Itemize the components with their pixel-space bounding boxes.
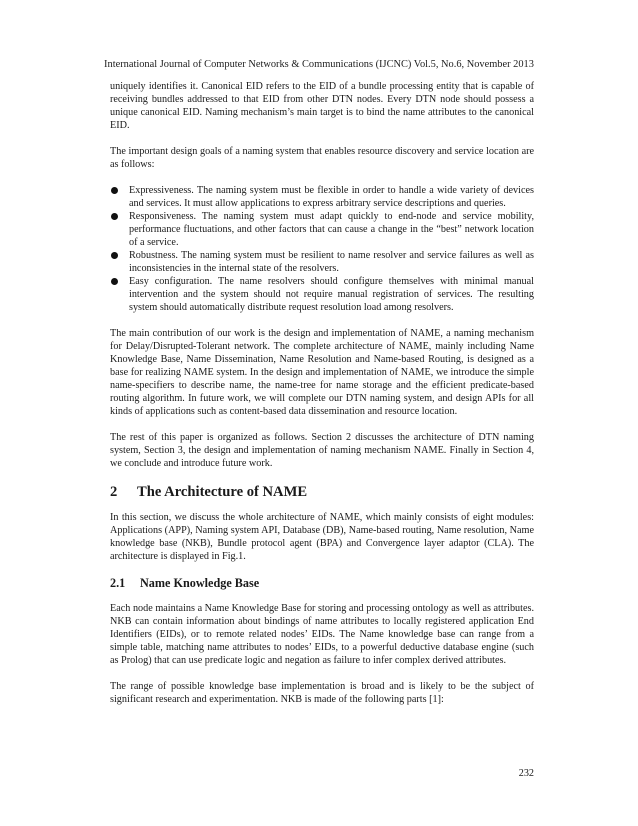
intro-paragraph-1: uniquely identifies it. Canonical EID refers to the EID of a bundle processing entity that is capable of receiving bundles addressed to that EID from other DTN nodes. Every DTN node should possess a unique canonical EID. Naming mechanism’s main target is to bind the name attributes to the canonical EID. <box>110 81 534 131</box>
running-header: International Journal of Computer Networks & Communications (IJCNC) Vol.5, No.6, November 2013 <box>104 59 534 70</box>
section-number: 2 <box>110 484 118 500</box>
section-paragraph: In this section, we discuss the whole architecture of NAME, which mainly consists of eight modules: Applications (APP), Naming system API, Database (DB), Name-based routing, Name resolution, Name knowledge base (NKB), Bundle protocol agent (BPA) and Convergence layer adaptor (CLA). The architecture is displayed in Fig.1. <box>110 512 534 562</box>
design-goals-list <box>110 184 534 314</box>
intro-paragraph-2: The important design goals of a naming system that enables resource discovery and service location are as follows: <box>110 146 534 170</box>
goal-text: Easy configuration. The name resolvers should configure themselves with minimal manual intervention and the system should not require manual registration of services. The resulting system should automatically distribute request resolution load among resolvers. <box>129 276 534 313</box>
bullet-icon <box>111 187 118 194</box>
subsection-heading <box>110 576 534 591</box>
bullet-icon <box>111 213 118 220</box>
subsection-title: Name Knowledge Base <box>140 576 260 590</box>
list-item <box>110 275 534 314</box>
goal-text: Robustness. The naming system must be resilient to name resolver and service failures as well as inconsistencies in the internal state of the resolvers. <box>129 250 534 274</box>
subsection-number: 2.1 <box>110 576 126 590</box>
intro-paragraph-4: The rest of this paper is organized as follows. Section 2 discusses the architecture of DTN naming system, Section 3, the design and implementation of naming mechanism NAME. Finally in Section 4, we conclude and introduce future work. <box>110 432 534 469</box>
page-body <box>110 80 534 719</box>
list-item <box>110 210 534 249</box>
bullet-icon <box>111 278 118 285</box>
list-item <box>110 184 534 210</box>
intro-paragraph-3: The main contribution of our work is the design and implementation of NAME, a naming mechanism for Delay/Disrupted-Tolerant network. The complete architecture of NAME, mainly including Name Knowledge Base, Name Dissemination, Name Resolution and Name-based Routing, is designed as a base for realizing NAME system. In the design and implementation of NAME, we introduce the simple name-specifiers to describe name, the name-tree for name storage and the efficient predicate-based routing algorithm. In future work, we will complete our DTN naming system, and design APIs for all kinds of applications such as content-based data dissemination and resource location. <box>110 328 534 417</box>
bullet-icon <box>111 252 118 259</box>
page-number: 232 <box>518 768 534 779</box>
goal-text: Expressiveness. The naming system must be flexible in order to handle a wide variety of devices and services. It must allow applications to express arbitrary service descriptions and queries. <box>129 185 534 209</box>
subsection-paragraph-1: Each node maintains a Name Knowledge Base for storing and processing ontology as well as attributes. NKB can contain information about bindings of name attributes to locally registered application End Identifiers (EIDs), or to remote related nodes’ EIDs. The Name knowledge base can range from a simple table, matching name attributes to nodes’ EIDs, to a powerful deductive database engine (such as Prolog) that can use predicate logic and negation as failure to infer complex derived attributes. <box>110 603 534 666</box>
subsection-paragraph-2: The range of possible knowledge base implementation is broad and is likely to be the subject of significant research and experimentation. NKB is made of the following parts [1]: <box>110 681 534 705</box>
section-title: The Architecture of NAME <box>137 484 308 500</box>
list-item <box>110 249 534 275</box>
goal-text: Responsiveness. The naming system must adapt quickly to end-node and service mobility, performance fluctuations, and other factors that can cause a change in the “best” network location of a service. <box>129 211 534 248</box>
section-heading <box>110 483 534 501</box>
